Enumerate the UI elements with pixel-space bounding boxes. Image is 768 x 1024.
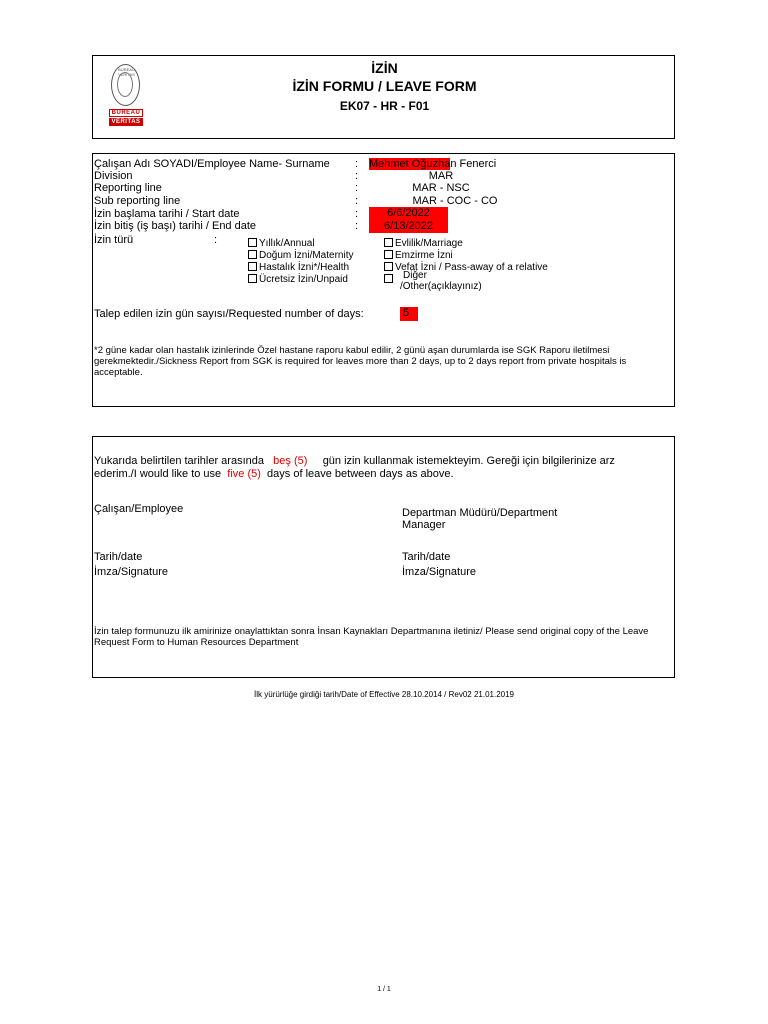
leave-type-marriage[interactable]: Evlilik/Marriage — [384, 238, 534, 248]
employee-name-rest: n Fenerci — [450, 158, 497, 170]
checkbox-icon[interactable] — [384, 274, 393, 283]
declaration-line-en: ederim./I would like to use five (5) days of leave between days as above. — [94, 468, 454, 480]
employee-date-label: Tarih/date — [94, 551, 143, 563]
form-subtitle: İZİN FORMU / LEAVE FORM — [292, 78, 477, 94]
checkbox-icon[interactable] — [248, 238, 257, 247]
requested-days-field[interactable]: 5 — [400, 307, 418, 321]
leave-type-bereavement[interactable]: Vefat İzni / Pass-away of a relative — [384, 262, 584, 274]
colon: : — [355, 208, 359, 220]
manager-signature-field: İmza/Signature — [402, 566, 476, 578]
leave-type-other-label: Diğer — [403, 270, 427, 281]
start-date-field[interactable]: 6/6/2022 — [369, 207, 448, 220]
submission-instruction: İzin talep formunuzu ilk amirinize onaylattıktan sonra İnsan Kaynakları Departmanına iletiniz/ Please send original copy of the Leave Request Form to Human Resources Department — [94, 626, 649, 648]
effective-date-footer: İlk yürürlüğe girdiği tarih/Date of Effective 28.10.2014 / Rev02 21.01.2019 — [253, 690, 514, 699]
reporting-line-field[interactable]: MAR - NSC — [412, 182, 470, 194]
leave-type-annual[interactable]: Yıllık/Annual — [248, 238, 378, 248]
colon: : — [214, 234, 218, 246]
days-en-highlight: five (5) — [227, 468, 261, 480]
manager-signature-label-1: Departman Müdürü/Department — [402, 507, 558, 519]
employee-name-highlight: Mehmet Oğuzha — [369, 158, 451, 170]
leave-type-nursing[interactable]: Emzirme İzni — [384, 250, 534, 262]
division-field[interactable]: MAR — [428, 170, 454, 182]
leave-type-maternity[interactable]: Doğum İzni/Maternity — [248, 250, 378, 262]
start-date-label: İzin başlama tarihi / Start date — [94, 208, 240, 220]
logo-bureau: BUREAU — [109, 109, 143, 117]
form-header — [92, 55, 675, 139]
end-date-field[interactable]: 6/13/2022 — [369, 220, 448, 233]
logo-veritas: VERITAS — [109, 118, 143, 126]
manager-date-label: Tarih/date — [402, 551, 451, 563]
employee-name-label: Çalışan Adı SOYADI/Employee Name- Surname — [94, 158, 330, 170]
checkbox-icon[interactable] — [248, 274, 257, 283]
employee-info-section — [92, 153, 675, 407]
manager-signature-label-2: Manager — [402, 519, 446, 531]
checkbox-icon[interactable] — [384, 262, 393, 271]
sub-reporting-line-label: Sub reporting line — [94, 195, 181, 207]
checkbox-icon[interactable] — [384, 238, 393, 247]
sickness-note: *2 güne kadar olan hastalık izinlerinde Özel hastane raporu kabul edilir, 2 günü aşan durumlarda ise SGK Raporu iletilmesi gerekmektedir./Sickness Report from SGK is required for leaves more than 2 days, up to 2 days report from private hospitals is acceptable. — [94, 345, 627, 378]
requested-days-label: Talep edilen izin gün sayısı/Requested number of days: — [94, 308, 364, 320]
division-label: Division — [94, 170, 133, 182]
leave-type-unpaid[interactable]: Ücretsiz İzin/Unpaid — [248, 274, 378, 286]
sub-reporting-line-field[interactable]: MAR - COC - CO — [412, 195, 498, 207]
leave-type-other-checkbox[interactable] — [384, 274, 398, 286]
leave-type-label: İzin türü — [94, 234, 134, 246]
declaration-line-tr: Yukarıda belirtilen tarihler arasında beş (5) gün izin kullanmak istemekteyim. Gereği için bilgilerinize arz — [94, 455, 615, 467]
form-title: İZİN — [371, 60, 398, 76]
leave-type-health[interactable]: Hastalık İzni*/Health — [248, 262, 378, 272]
colon: : — [355, 195, 359, 207]
reporting-line-label: Reporting line — [94, 182, 162, 194]
end-date-label: İzin bitiş (iş başı) tarihi / End date — [94, 220, 257, 232]
checkbox-icon[interactable] — [248, 250, 257, 259]
employee-signature-label: Çalışan/Employee — [94, 503, 184, 515]
employee-signature-field: İmza/Signature — [94, 566, 168, 578]
colon: : — [355, 182, 359, 194]
colon: : — [355, 158, 359, 170]
colon: : — [355, 170, 359, 182]
declaration-section — [92, 436, 675, 678]
seal-icon: BUREAU VERITAS — [111, 64, 140, 106]
checkbox-icon[interactable] — [248, 262, 257, 271]
colon: : — [355, 220, 359, 232]
days-tr-highlight: beş (5) — [273, 455, 308, 467]
leave-type-other-explain: /Other(açıklayınız) — [400, 281, 482, 292]
checkbox-icon[interactable] — [384, 250, 393, 259]
form-code: EK07 - HR - F01 — [339, 99, 430, 113]
page-number: 1 / 1 — [377, 986, 391, 993]
